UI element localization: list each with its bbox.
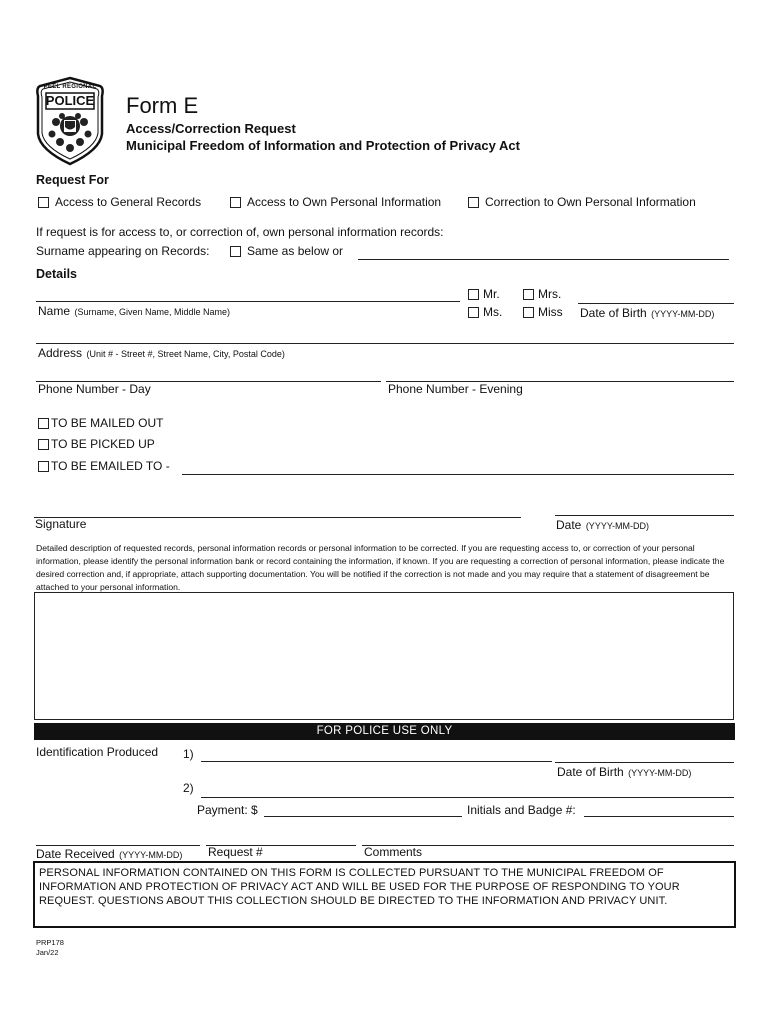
id-item-1-label: 1)	[183, 747, 194, 761]
form-code: PRP178	[36, 938, 64, 947]
initials-field[interactable]	[584, 816, 734, 817]
dob-hint: (YYYY-MM-DD)	[651, 309, 715, 319]
signature-label: Signature	[35, 517, 87, 531]
description-textarea[interactable]	[34, 592, 734, 720]
initials-label: Initials and Badge #:	[467, 803, 576, 817]
address-hint: (Unit # - Street #, Street Name, City, Postal Code)	[86, 349, 285, 359]
form-revision-date: Jan/22	[36, 948, 59, 957]
logo-top-text: PEEL REGIONAL	[43, 84, 97, 90]
label-picked-up: TO BE PICKED UP	[51, 437, 155, 451]
date-received-text: Date Received	[36, 847, 115, 861]
request-for-heading: Request For	[36, 173, 109, 187]
surname-label: Surname appearing on Records:	[36, 244, 210, 258]
privacy-notice-text: PERSONAL INFORMATION CONTAINED ON THIS FORM IS COLLECTED PURSUANT TO THE MUNICIPAL FREEDOM OF INFORMATION AND PROTECTION OF PRIVACY ACT AND WILL BE USED FOR THE PURPOSE OF RESPONDING TO YOUR REQUEST. QUESTIONS ABOUT THIS COLLECTION SHOULD BE DIRECTED TO THE INFORMATION AND PRIVACY UNIT.	[39, 867, 680, 907]
form-subtitle-1: Access/Correction Request	[126, 121, 296, 136]
phone-evening-label: Phone Number - Evening	[388, 382, 523, 396]
comments-label: Comments	[364, 845, 423, 859]
payment-field[interactable]	[264, 816, 462, 817]
checkbox-emailed[interactable]	[38, 461, 49, 472]
details-heading: Details	[36, 267, 77, 281]
label-mrs: Mrs.	[538, 287, 562, 301]
phone-day-label: Phone Number - Day	[38, 382, 151, 396]
description-instructions: Detailed description of requested records, personal information records or personal information to be corrected. If you are requesting access to, or correction of your personal information, please identify the personal information bank or record containing the information, if known. If you are requesting a correction of personal information, please indicate the desired correction and, if appropriate, attach supporting documentation. You will be notified if the correction is not made and you may require that a statement of disagreement be attached to your personal information.	[36, 543, 725, 592]
form-title: Form E	[126, 93, 199, 118]
police-dob-label	[557, 763, 691, 781]
label-mr: Mr.	[483, 287, 500, 301]
name-hint: (Surname, Given Name, Middle Name)	[74, 307, 231, 317]
id-item-2-field[interactable]	[201, 797, 734, 798]
label-own-personal-info: Access to Own Personal Information	[247, 195, 442, 209]
police-use-banner	[34, 723, 735, 740]
checkbox-mr[interactable]	[468, 289, 479, 300]
surname-intro-text: If request is for access to, or correction of, own personal information records:	[36, 225, 444, 239]
checkbox-picked-up[interactable]	[38, 439, 49, 450]
payment-label: Payment: $	[197, 803, 258, 817]
police-dob-text: Date of Birth	[557, 765, 624, 779]
label-ms: Ms.	[483, 305, 503, 319]
signature-field[interactable]	[34, 517, 521, 518]
signature-date-label	[556, 516, 649, 534]
police-use-banner-text: FOR POLICE USE ONLY	[316, 725, 453, 737]
date-received-hint: (YYYY-MM-DD)	[119, 850, 183, 860]
signature-date-hint: (YYYY-MM-DD)	[585, 521, 649, 531]
checkbox-mrs[interactable]	[523, 289, 534, 300]
checkbox-correction[interactable]	[468, 197, 479, 208]
id-item-2-label: 2)	[183, 781, 194, 795]
label-emailed: TO BE EMAILED TO -	[51, 459, 170, 473]
form-subtitle-2: Municipal Freedom of Information and Protection of Privacy Act	[126, 138, 520, 153]
checkbox-miss[interactable]	[523, 307, 534, 318]
police-dob-hint: (YYYY-MM-DD)	[628, 768, 692, 778]
privacy-notice-box	[33, 861, 736, 928]
id-item-1-field[interactable]	[201, 761, 552, 762]
label-mailed-out: TO BE MAILED OUT	[51, 416, 164, 430]
signature-date-text: Date	[556, 518, 582, 532]
label-general-records: Access to General Records	[55, 195, 202, 209]
label-correction: Correction to Own Personal Information	[485, 195, 696, 209]
id-produced-label: Identification Produced	[36, 745, 159, 759]
checkbox-own-personal-info[interactable]	[230, 197, 241, 208]
checkbox-ms[interactable]	[468, 307, 479, 318]
dob-label-text: Date of Birth	[580, 306, 647, 320]
checkbox-mailed-out[interactable]	[38, 418, 49, 429]
name-label	[38, 302, 230, 320]
same-as-below-label: Same as below or	[247, 244, 344, 258]
checkbox-general-records[interactable]	[38, 197, 49, 208]
checkbox-same-as-below[interactable]	[230, 246, 241, 257]
address-label-text: Address	[38, 346, 83, 360]
logo-main-text: POLICE	[45, 93, 95, 108]
address-label	[38, 344, 285, 362]
dob-label	[580, 304, 714, 322]
label-miss: Miss	[538, 305, 563, 319]
surname-field[interactable]	[358, 259, 729, 260]
police-logo	[34, 76, 106, 166]
name-label-text: Name	[38, 304, 71, 318]
request-no-label: Request #	[208, 845, 263, 859]
email-field[interactable]	[182, 474, 734, 475]
